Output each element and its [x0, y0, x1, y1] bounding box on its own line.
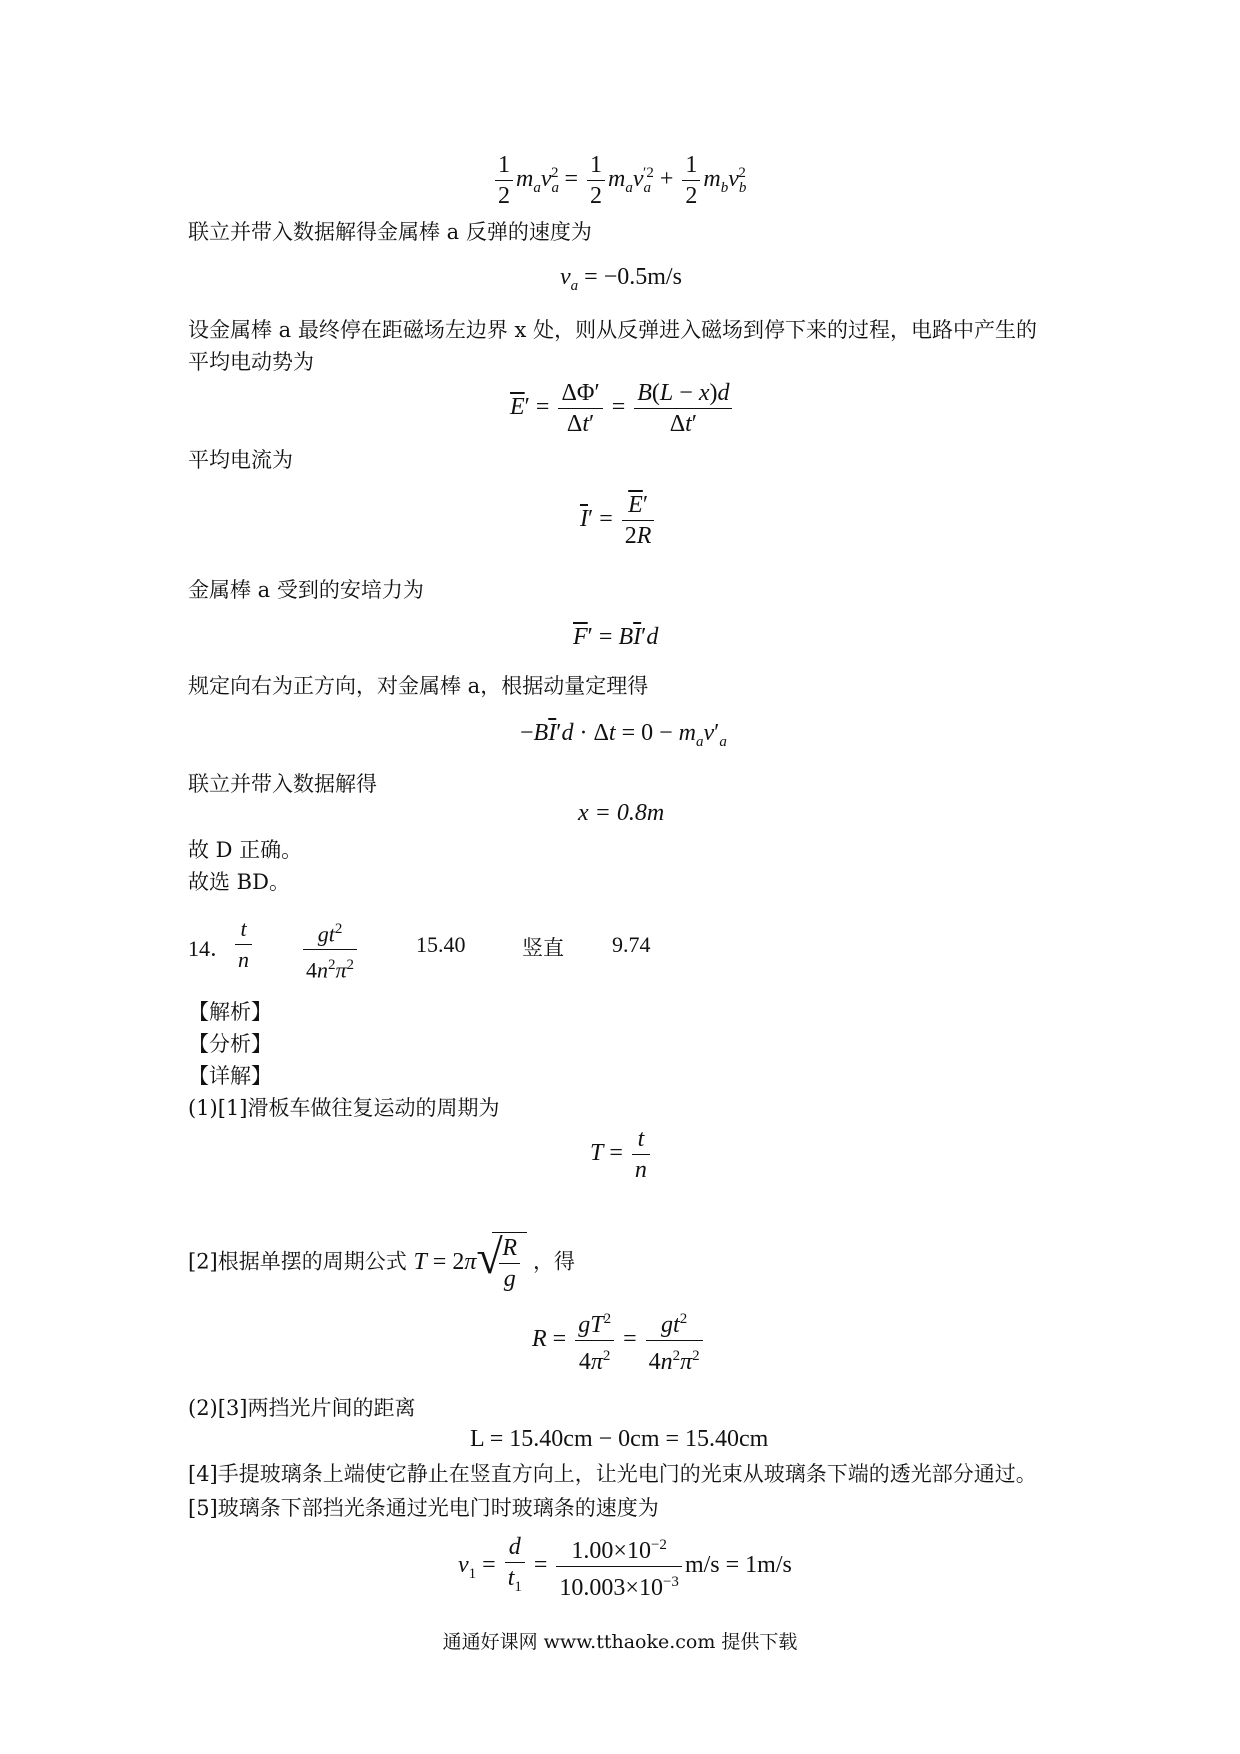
numerator: 1.00×10 [571, 1538, 651, 1564]
equation-va: $v_a = -0.5m/s$ [560, 264, 682, 294]
text-line: (1)[1]滑板车做往复运动的周期为 [188, 1096, 500, 1120]
footer-watermark: 通通好课网 www.tthaoke.com 提供下载 [442, 1631, 798, 1653]
text-line: 平均电动势为 [188, 350, 314, 374]
text-fragment: [2]根据单摆的周期公式 [188, 1249, 407, 1274]
velocity-result: m/s = 1m/s [684, 1552, 792, 1579]
text-line: 平均电流为 [188, 448, 293, 472]
equation-emf: $\overline{E}'$ = $\frac{\Delta\Phi'}{\Delta t'}$ = $\frac{B(L - x)d}{\Delta t'}$ [510, 378, 735, 439]
equation-energy: $\frac{1}{2}$ $m_av_a^2$ = $\frac{1}{2}$ $m_av_a^{'2}$ + $\frac{1}{2}$ $m_bv_b^2$ [492, 150, 746, 211]
text-line: 金属棒 a 受到的安培力为 [188, 578, 424, 602]
text-line: (2)[3]两挡光片间的距离 [188, 1396, 416, 1420]
section-heading: 【解析】 [188, 1000, 272, 1024]
denominator-exponent: −3 [662, 1574, 679, 1590]
text-line: [4]手提玻璃条上端使它静止在竖直方向上，让光电门的光束从玻璃条下端的透光部分通过。 [188, 1462, 1037, 1486]
text-line: [5]玻璃条下部挡光条通过光电门时玻璃条的速度为 [188, 1496, 659, 1520]
numerator-exponent: −2 [650, 1537, 667, 1553]
equation-distance: L = 15.40cm − 0cm = 15.40cm [470, 1426, 769, 1452]
equation-radius: R = $\frac{gT^2}{4\pi^2}$ = $\frac{gt^2}{4n^2\pi^2}$ [532, 1304, 706, 1377]
equation-force: $\overline{F}' = B\overline{I}'d$ [573, 624, 659, 650]
answer-2: $\frac{gt^2}{4n^2\pi^2}$ [300, 914, 360, 986]
text-line: 设金属棒 a 最终停在距磁场左边界 x 处，则从反弹进入磁场到停下来的过程，电路中产生的 [188, 318, 1038, 342]
text-fragment: ，得 [533, 1249, 576, 1274]
equation-x: x = 0.8m [578, 800, 665, 826]
answer-3: 15.40 [416, 932, 466, 957]
equation-current: $\overline{I}'$ = $\frac{\overline{E}'}{2R}$ [580, 490, 657, 551]
equation-momentum: $-B\overline{I}'d \cdot \Delta t = 0 - m_av'_a$ [520, 720, 727, 750]
text-line: 联立并带入数据解得金属棒 a 反弹的速度为 [188, 220, 592, 244]
equation-pendulum: T = 2π √ $\frac{R}{g}$ [413, 1249, 533, 1275]
answer-number: 14． [188, 936, 233, 961]
equation-period: T = $\frac{t}{n}$ [590, 1124, 653, 1185]
text-line [188, 1232, 575, 1294]
text-line: 故选 BD。 [188, 870, 290, 894]
denominator: 10.003×10 [559, 1575, 663, 1601]
answer-1: $\frac{t}{n}$ [232, 914, 255, 975]
equation-va-value: = −0.5m/s [584, 264, 682, 290]
text-line: 规定向右为正方向，对金属棒 a，根据动量定理得 [188, 674, 649, 698]
answer-5: 9.74 [612, 932, 651, 957]
text-line: 联立并带入数据解得 [188, 772, 377, 796]
equation-velocity: $v_1$ = $\frac{d}{t_1}$ = $\frac{1.00\times 10^{-2}}{10.003\times 10^{-3}}$ m/s = 1m/s [458, 1530, 792, 1603]
section-heading: 【详解】 [188, 1064, 272, 1088]
section-heading: 【分析】 [188, 1032, 272, 1056]
answer-4: 竖直 [522, 936, 564, 960]
text-line: 故 D 正确。 [188, 838, 303, 862]
